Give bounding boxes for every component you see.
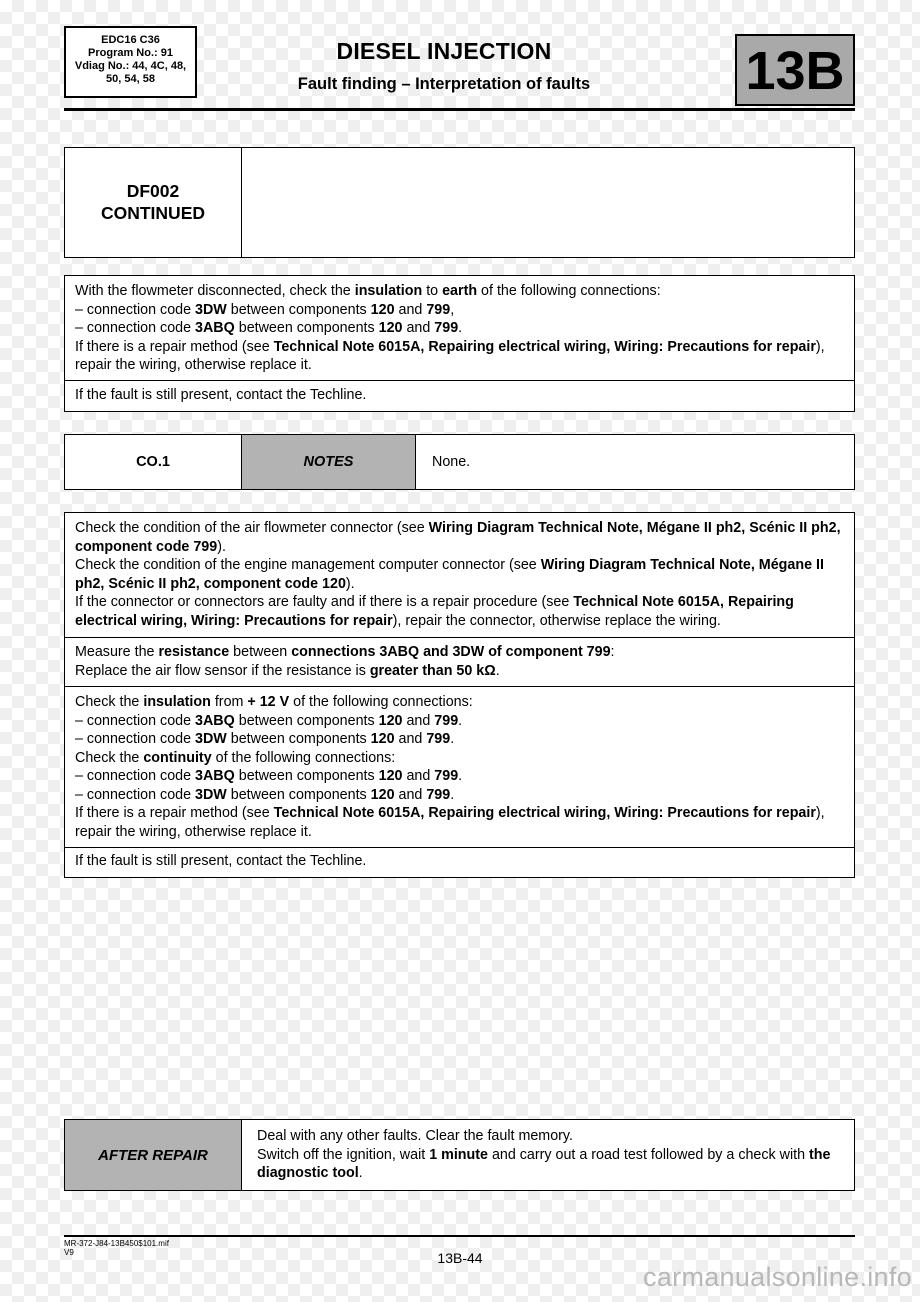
fault-code: DF002	[126, 181, 180, 201]
text: If there is a repair method (see	[75, 338, 274, 355]
component-code: 120	[370, 786, 395, 803]
text: and	[394, 786, 427, 803]
insulation-check-text	[75, 282, 846, 375]
text: – connection code	[75, 301, 196, 318]
text: Replace the air flow sensor if the resistance is	[75, 662, 370, 679]
fault-box-divider	[241, 148, 242, 257]
bold-text: earth	[442, 283, 478, 299]
connection-code: 3DW	[195, 301, 227, 318]
text: Measure the	[75, 644, 159, 660]
text: and	[394, 731, 427, 747]
component-code: 799	[434, 320, 459, 336]
row-divider	[65, 847, 854, 848]
list-item	[75, 730, 846, 749]
bold-text: greater than 50 kΩ	[369, 662, 496, 679]
info-line-vdiag-cont: 50, 54, 58	[106, 73, 155, 85]
text: between components	[226, 786, 371, 803]
bold-text: insulation	[143, 694, 211, 710]
bold-text: + 12 V	[247, 694, 290, 710]
text: If the connector or connectors are faulty and if there is a repair procedure (see	[75, 594, 574, 610]
resistance-text	[75, 643, 846, 680]
text: – connection code	[75, 712, 196, 729]
page-title: DIESEL INJECTION	[336, 38, 552, 64]
reference-link-text: Wiring Diagram Technical Note, Mégane II ph2, Scénic II ph2, component code 799	[75, 520, 841, 555]
text: .	[450, 731, 455, 747]
text: ,	[450, 301, 455, 318]
vehicle-info-box	[64, 26, 197, 98]
reference-link-text: Wiring Diagram Technical Note, Mégane II ph2, Scénic II ph2, component code 120	[75, 557, 824, 592]
text: ), repair the connector, otherwise replace the wiring.	[392, 612, 721, 629]
component-code: 120	[378, 768, 403, 784]
after-repair-text	[257, 1127, 846, 1183]
text: .	[458, 768, 463, 784]
row-divider	[65, 686, 854, 687]
text: and	[402, 320, 435, 336]
paragraph: Deal with any other faults. Clear the fault memory.	[257, 1128, 573, 1144]
list-item	[75, 767, 846, 786]
text: from	[210, 694, 248, 710]
component-code: 799	[426, 301, 451, 318]
notes-label: NOTES	[303, 454, 354, 470]
text: Check the	[75, 694, 144, 710]
bold-text: continuity	[143, 749, 212, 766]
paragraph	[75, 282, 846, 301]
notes-value: None.	[432, 454, 471, 470]
connection-code: 3ABQ	[195, 320, 235, 336]
after-repair-label-cell	[65, 1120, 241, 1190]
paragraph	[75, 662, 846, 681]
text: .	[450, 786, 455, 803]
connection-code: 3ABQ	[195, 712, 235, 729]
info-line-engine: EDC16 C36	[101, 34, 160, 46]
text: ), repair the wiring, otherwise replace it.	[75, 805, 825, 840]
text: between components	[234, 768, 379, 784]
doc-ref-code: MR-372-J84-13B450$101.mif	[64, 1239, 169, 1248]
connector-check-block	[64, 512, 855, 878]
notes-cell	[242, 435, 415, 489]
component-code: 120	[370, 301, 395, 318]
paragraph	[75, 804, 846, 841]
component-code: 799	[426, 786, 451, 803]
list-item	[75, 301, 846, 320]
text: – connection code	[75, 768, 196, 784]
text: – connection code	[75, 320, 196, 336]
text: ).	[217, 538, 226, 555]
text: and	[394, 301, 427, 318]
connector-condition-text	[75, 519, 846, 630]
bold-text: resistance	[158, 644, 230, 660]
bold-text: the diagnostic tool	[257, 1146, 831, 1181]
text: ).	[345, 575, 355, 592]
insulation-continuity-text	[75, 693, 846, 841]
page-number: 13B-44	[437, 1250, 483, 1266]
text: Check the condition of the engine management computer connector (see	[75, 557, 541, 573]
fault-continued: CONTINUED	[100, 203, 206, 223]
text: Switch off the ignition, wait	[257, 1146, 430, 1163]
techline-note: If the fault is still present, contact the Techline.	[75, 387, 367, 403]
connection-code: 3DW	[195, 731, 227, 747]
text: – connection code	[75, 786, 196, 803]
text: :	[610, 644, 615, 660]
component-code: 799	[434, 712, 459, 729]
bold-text: 1 minute	[429, 1146, 488, 1163]
text: ), repair the wiring, otherwise replace it.	[75, 338, 825, 373]
after-repair-divider	[241, 1120, 242, 1190]
site-watermark: carmanualsonline.info	[643, 1262, 912, 1292]
text: – connection code	[75, 731, 196, 747]
techline-note: If the fault is still present, contact the Techline.	[75, 853, 367, 869]
row-divider	[65, 380, 854, 381]
reference-link-text: Technical Note 6015A, Repairing electrical wiring, Wiring: Precautions for repair	[75, 594, 794, 629]
paragraph	[75, 643, 846, 662]
paragraph	[257, 1146, 846, 1183]
text: to	[422, 283, 443, 299]
paragraph	[75, 338, 846, 375]
text: If there is a repair method (see	[75, 805, 274, 821]
text: and	[402, 712, 435, 729]
row-divider	[65, 637, 854, 638]
condition-code: CO.1	[136, 454, 170, 470]
component-code: 120	[378, 712, 403, 729]
text: .	[458, 712, 463, 729]
bold-text: insulation	[354, 283, 423, 299]
insulation-check-block	[64, 275, 855, 412]
paragraph	[75, 519, 846, 556]
bold-text: connections 3ABQ and 3DW of component 799	[291, 644, 611, 660]
text: between components	[234, 712, 379, 729]
paragraph	[75, 693, 846, 712]
fault-code-label	[65, 180, 241, 224]
text: Check the condition of the air flowmeter connector (see	[75, 520, 429, 536]
text: Check the	[75, 749, 144, 766]
list-item	[75, 712, 846, 731]
info-line-program: Program No.: 91	[88, 47, 173, 59]
info-line-vdiag: Vdiag No.: 44, 4C, 48,	[74, 60, 187, 72]
text: .	[458, 320, 463, 336]
text: between	[229, 644, 292, 660]
doc-version: V9	[64, 1248, 74, 1257]
text: of the following connections:	[289, 694, 473, 710]
reference-link-text: Technical Note 6015A, Repairing electrical wiring, Wiring: Precautions for repair	[273, 338, 816, 355]
component-code: 799	[426, 731, 451, 747]
paragraph	[75, 556, 846, 593]
page-subtitle: Fault finding – Interpretation of faults	[297, 75, 591, 93]
footer-rule	[64, 1235, 855, 1237]
document-reference	[64, 1239, 169, 1257]
component-code: 799	[434, 768, 459, 784]
connection-code: 3DW	[195, 786, 227, 803]
component-code: 120	[378, 320, 403, 336]
list-item	[75, 786, 846, 805]
text: With the flowmeter disconnected, check the	[75, 283, 355, 299]
text: and carry out a road test followed by a check with	[487, 1146, 810, 1163]
header-rule	[64, 108, 855, 111]
fault-code-box	[64, 147, 855, 258]
paragraph	[75, 593, 846, 630]
text: of the following connections:	[211, 749, 396, 766]
text: and	[402, 768, 435, 784]
text: between components	[226, 731, 371, 747]
list-item	[75, 319, 846, 338]
after-repair-label: AFTER REPAIR	[98, 1146, 208, 1164]
text: .	[358, 1165, 363, 1181]
text: .	[495, 662, 500, 679]
text: of the following connections:	[477, 283, 661, 299]
component-code: 120	[370, 731, 395, 747]
section-badge: 13B	[735, 34, 855, 106]
condition-box	[64, 434, 855, 490]
reference-link-text: Technical Note 6015A, Repairing electrical wiring, Wiring: Precautions for repair	[273, 805, 816, 821]
text: between components	[234, 320, 379, 336]
notes-divider	[415, 435, 416, 489]
paragraph	[75, 749, 846, 768]
text: between components	[226, 301, 371, 318]
after-repair-box	[64, 1119, 855, 1191]
connection-code: 3ABQ	[195, 768, 235, 784]
